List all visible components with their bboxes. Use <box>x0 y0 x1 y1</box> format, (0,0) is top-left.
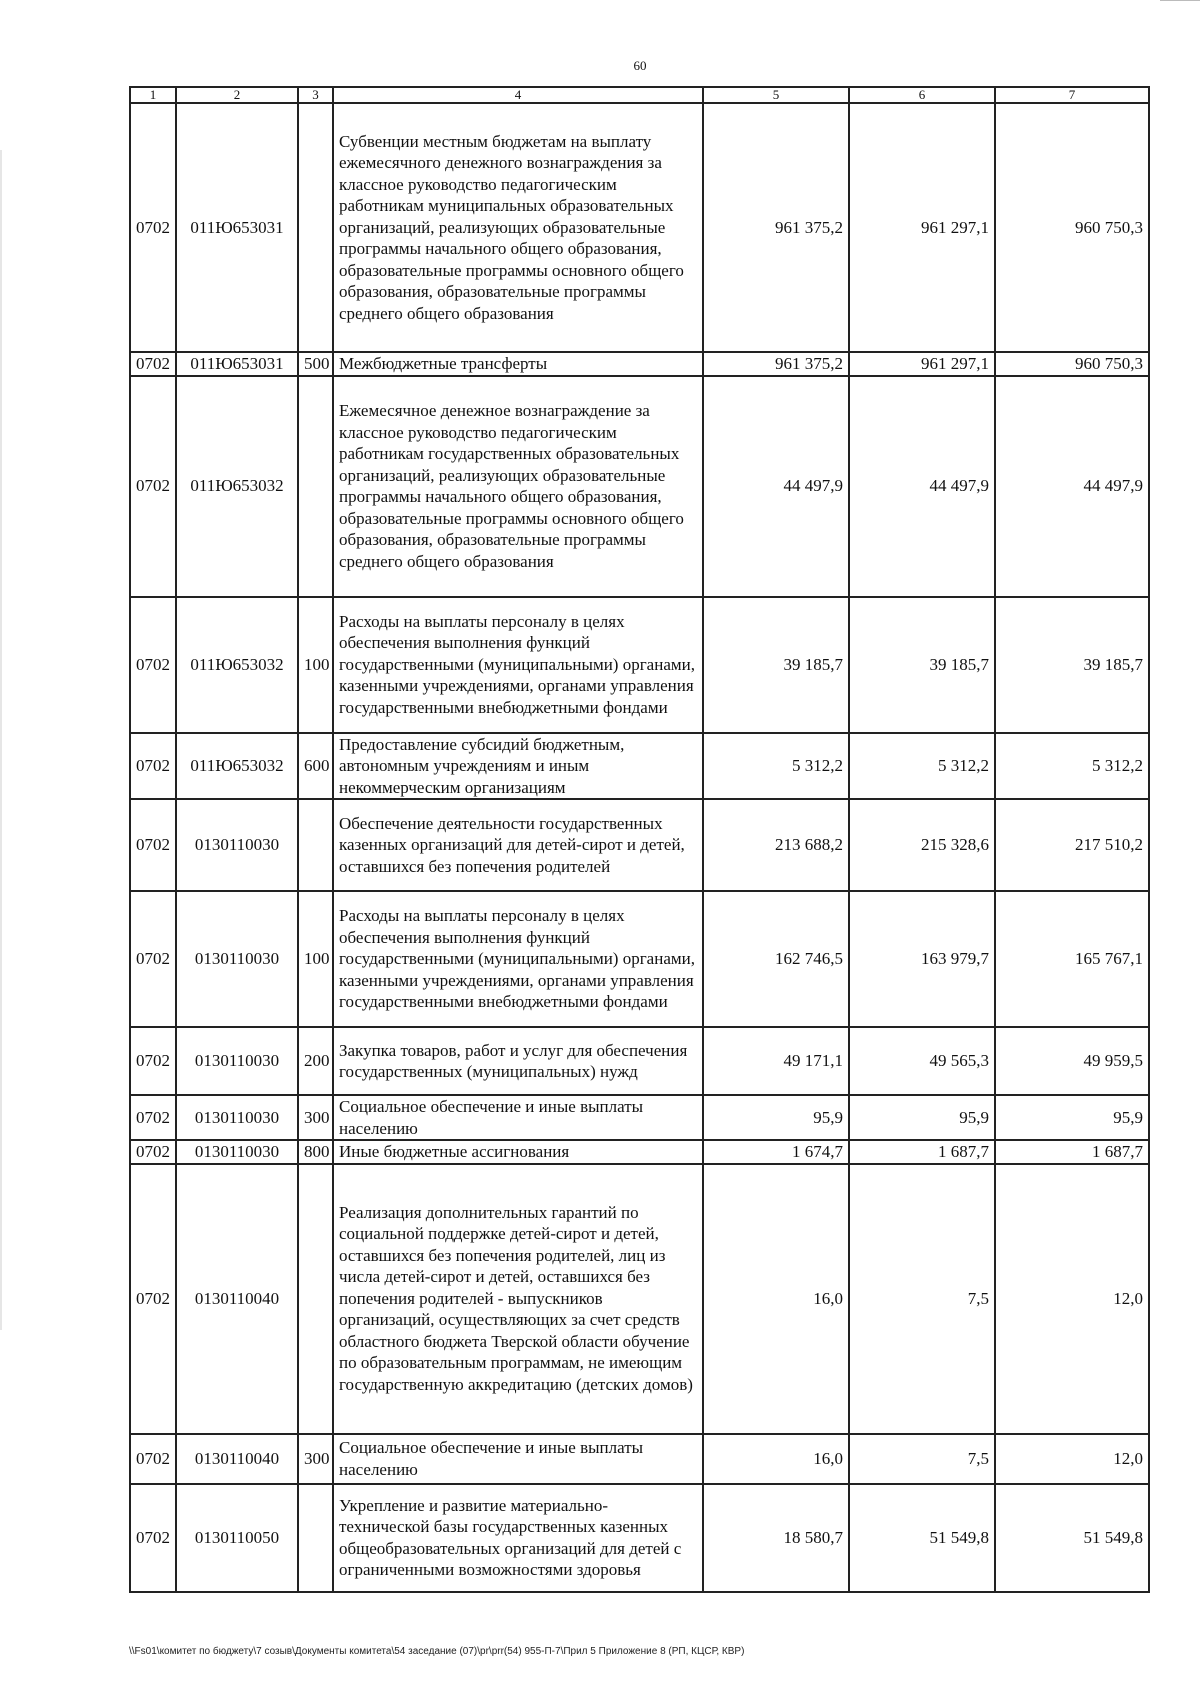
expense-type-cell: 500 <box>298 352 333 376</box>
column-header: 6 <box>849 87 995 103</box>
amount-col7-cell: 217 510,2 <box>995 799 1149 891</box>
item-name-cell: Предоставление субсидий бюджетным, автономным учреждениям и иным некоммерческим организациям <box>333 733 703 800</box>
table-row <box>130 733 1149 800</box>
amount-col6-cell: 215 328,6 <box>849 799 995 891</box>
page-number: 60 <box>633 58 647 73</box>
column-header: 1 <box>130 87 176 103</box>
target-article-cell: 0130110030 <box>176 1095 298 1140</box>
table-row <box>130 1164 1149 1434</box>
amount-col5-cell: 961 375,2 <box>703 103 849 352</box>
target-article-cell: 0130110030 <box>176 1027 298 1095</box>
amount-col6-cell: 961 297,1 <box>849 352 995 376</box>
column-header: 3 <box>298 87 333 103</box>
scan-margin-shadow <box>0 150 2 1330</box>
item-name-cell: Расходы на выплаты персоналу в целях обеспечения выполнения функций государственными (муниципальными) органами, казенными учреждениями, органами управления государственными внебюджетными фондами <box>333 891 703 1027</box>
table-row <box>130 1484 1149 1592</box>
amount-col5-cell: 49 171,1 <box>703 1027 849 1095</box>
table-row <box>130 1095 1149 1140</box>
amount-col6-cell: 163 979,7 <box>849 891 995 1027</box>
item-name-cell: Расходы на выплаты персоналу в целях обеспечения выполнения функций государственными (муниципальными) органами, казенными учреждениями, органами управления государственными внебюджетными фондами <box>333 597 703 733</box>
item-name-cell: Субвенции местным бюджетам на выплату ежемесячного денежного вознаграждения за классное руководство педагогическим работникам муниципальных образовательных организаций, реализующих образовательные программы начального общего образования, образовательные программы основного общего образования, образовательные программы среднего общего образования <box>333 103 703 352</box>
expense-type-cell: 200 <box>298 1027 333 1095</box>
section-code-cell: 0702 <box>130 1027 176 1095</box>
target-article-cell: 0130110030 <box>176 891 298 1027</box>
section-code-cell: 0702 <box>130 1140 176 1164</box>
expense-type-cell: 600 <box>298 733 333 800</box>
target-article-cell: 011Ю653032 <box>176 376 298 597</box>
amount-col6-cell: 5 312,2 <box>849 733 995 800</box>
expense-type-cell <box>298 376 333 597</box>
table-row <box>130 891 1149 1027</box>
table-row <box>130 103 1149 352</box>
section-code-cell: 0702 <box>130 891 176 1027</box>
amount-col6-cell: 7,5 <box>849 1164 995 1434</box>
section-code-cell: 0702 <box>130 733 176 800</box>
item-name-cell: Социальное обеспечение и иные выплаты населению <box>333 1095 703 1140</box>
expense-type-cell: 300 <box>298 1434 333 1484</box>
table-row <box>130 1434 1149 1484</box>
target-article-cell: 0130110040 <box>176 1434 298 1484</box>
amount-col5-cell: 5 312,2 <box>703 733 849 800</box>
amount-col7-cell: 960 750,3 <box>995 352 1149 376</box>
column-header: 7 <box>995 87 1149 103</box>
amount-col5-cell: 16,0 <box>703 1434 849 1484</box>
expense-type-cell: 300 <box>298 1095 333 1140</box>
amount-col6-cell: 95,9 <box>849 1095 995 1140</box>
column-header: 2 <box>176 87 298 103</box>
table-row <box>130 352 1149 376</box>
amount-col5-cell: 213 688,2 <box>703 799 849 891</box>
table-row <box>130 376 1149 597</box>
expense-type-cell <box>298 799 333 891</box>
amount-col5-cell: 1 674,7 <box>703 1140 849 1164</box>
section-code-cell: 0702 <box>130 1434 176 1484</box>
amount-col7-cell: 49 959,5 <box>995 1027 1149 1095</box>
section-code-cell: 0702 <box>130 103 176 352</box>
amount-col6-cell: 7,5 <box>849 1434 995 1484</box>
item-name-cell: Иные бюджетные ассигнования <box>333 1140 703 1164</box>
target-article-cell: 0130110050 <box>176 1484 298 1592</box>
amount-col7-cell: 165 767,1 <box>995 891 1149 1027</box>
amount-col7-cell: 12,0 <box>995 1434 1149 1484</box>
item-name-cell: Межбюджетные трансферты <box>333 352 703 376</box>
section-code-cell: 0702 <box>130 799 176 891</box>
expense-type-cell: 100 <box>298 597 333 733</box>
item-name-cell: Ежемесячное денежное вознаграждение за классное руководство педагогическим работникам государственных образовательных организаций, реализующих образовательные программы начального общего образования, образовательные программы основного общего образования, образовательные программы среднего общего образования <box>333 376 703 597</box>
table-row <box>130 1027 1149 1095</box>
amount-col5-cell: 95,9 <box>703 1095 849 1140</box>
amount-col7-cell: 960 750,3 <box>995 103 1149 352</box>
amount-col7-cell: 95,9 <box>995 1095 1149 1140</box>
item-name-cell: Закупка товаров, работ и услуг для обеспечения государственных (муниципальных) нужд <box>333 1027 703 1095</box>
section-code-cell: 0702 <box>130 1484 176 1592</box>
column-number-row <box>130 87 1149 103</box>
target-article-cell: 0130110030 <box>176 1140 298 1164</box>
section-code-cell: 0702 <box>130 1095 176 1140</box>
target-article-cell: 0130110030 <box>176 799 298 891</box>
target-article-cell: 011Ю653031 <box>176 103 298 352</box>
table-row <box>130 799 1149 891</box>
target-article-cell: 011Ю653032 <box>176 597 298 733</box>
file-path-footer: \\Fs01\комитет по бюджету\7 созыв\Документы комитета\54 заседание (07)\pr\prr(54) 955-П-7\Прил 5 Приложение 8 (РП, КЦСР, КВР) <box>129 1646 745 1657</box>
section-code-cell: 0702 <box>130 597 176 733</box>
amount-col7-cell: 51 549,8 <box>995 1484 1149 1592</box>
amount-col5-cell: 961 375,2 <box>703 352 849 376</box>
amount-col5-cell: 16,0 <box>703 1164 849 1434</box>
item-name-cell: Реализация дополнительных гарантий по социальной поддержке детей-сирот и детей, оставшихся без попечения родителей, лиц из числа детей-сирот и детей, оставшихся без попечения родителей - выпускников организаций, осуществляющих за счет средств областного бюджета Тверской области обучение по образовательным программам, не имеющим государственную аккредитацию (детских домов) <box>333 1164 703 1434</box>
table-row <box>130 597 1149 733</box>
section-code-cell: 0702 <box>130 352 176 376</box>
amount-col7-cell: 1 687,7 <box>995 1140 1149 1164</box>
amount-col5-cell: 39 185,7 <box>703 597 849 733</box>
amount-col6-cell: 51 549,8 <box>849 1484 995 1592</box>
column-header: 4 <box>333 87 703 103</box>
target-article-cell: 0130110040 <box>176 1164 298 1434</box>
expense-type-cell: 800 <box>298 1140 333 1164</box>
table-row <box>130 1140 1149 1164</box>
scan-edge-line <box>1160 0 1200 1</box>
amount-col5-cell: 162 746,5 <box>703 891 849 1027</box>
amount-col6-cell: 44 497,9 <box>849 376 995 597</box>
target-article-cell: 011Ю653031 <box>176 352 298 376</box>
target-article-cell: 011Ю653032 <box>176 733 298 800</box>
amount-col6-cell: 961 297,1 <box>849 103 995 352</box>
budget-table <box>129 86 1150 1593</box>
expense-type-cell <box>298 103 333 352</box>
amount-col5-cell: 18 580,7 <box>703 1484 849 1592</box>
amount-col6-cell: 1 687,7 <box>849 1140 995 1164</box>
amount-col7-cell: 5 312,2 <box>995 733 1149 800</box>
section-code-cell: 0702 <box>130 376 176 597</box>
amount-col6-cell: 49 565,3 <box>849 1027 995 1095</box>
section-code-cell: 0702 <box>130 1164 176 1434</box>
item-name-cell: Обеспечение деятельности государственных казенных организаций для детей-сирот и детей, оставшихся без попечения родителей <box>333 799 703 891</box>
item-name-cell: Социальное обеспечение и иные выплаты населению <box>333 1434 703 1484</box>
amount-col7-cell: 39 185,7 <box>995 597 1149 733</box>
amount-col6-cell: 39 185,7 <box>849 597 995 733</box>
amount-col7-cell: 44 497,9 <box>995 376 1149 597</box>
expense-type-cell <box>298 1164 333 1434</box>
expense-type-cell <box>298 1484 333 1592</box>
column-header: 5 <box>703 87 849 103</box>
expense-type-cell: 100 <box>298 891 333 1027</box>
item-name-cell: Укрепление и развитие материально-технической базы государственных казенных общеобразовательных организаций для детей с ограниченными возможностями здоровья <box>333 1484 703 1592</box>
amount-col7-cell: 12,0 <box>995 1164 1149 1434</box>
amount-col5-cell: 44 497,9 <box>703 376 849 597</box>
